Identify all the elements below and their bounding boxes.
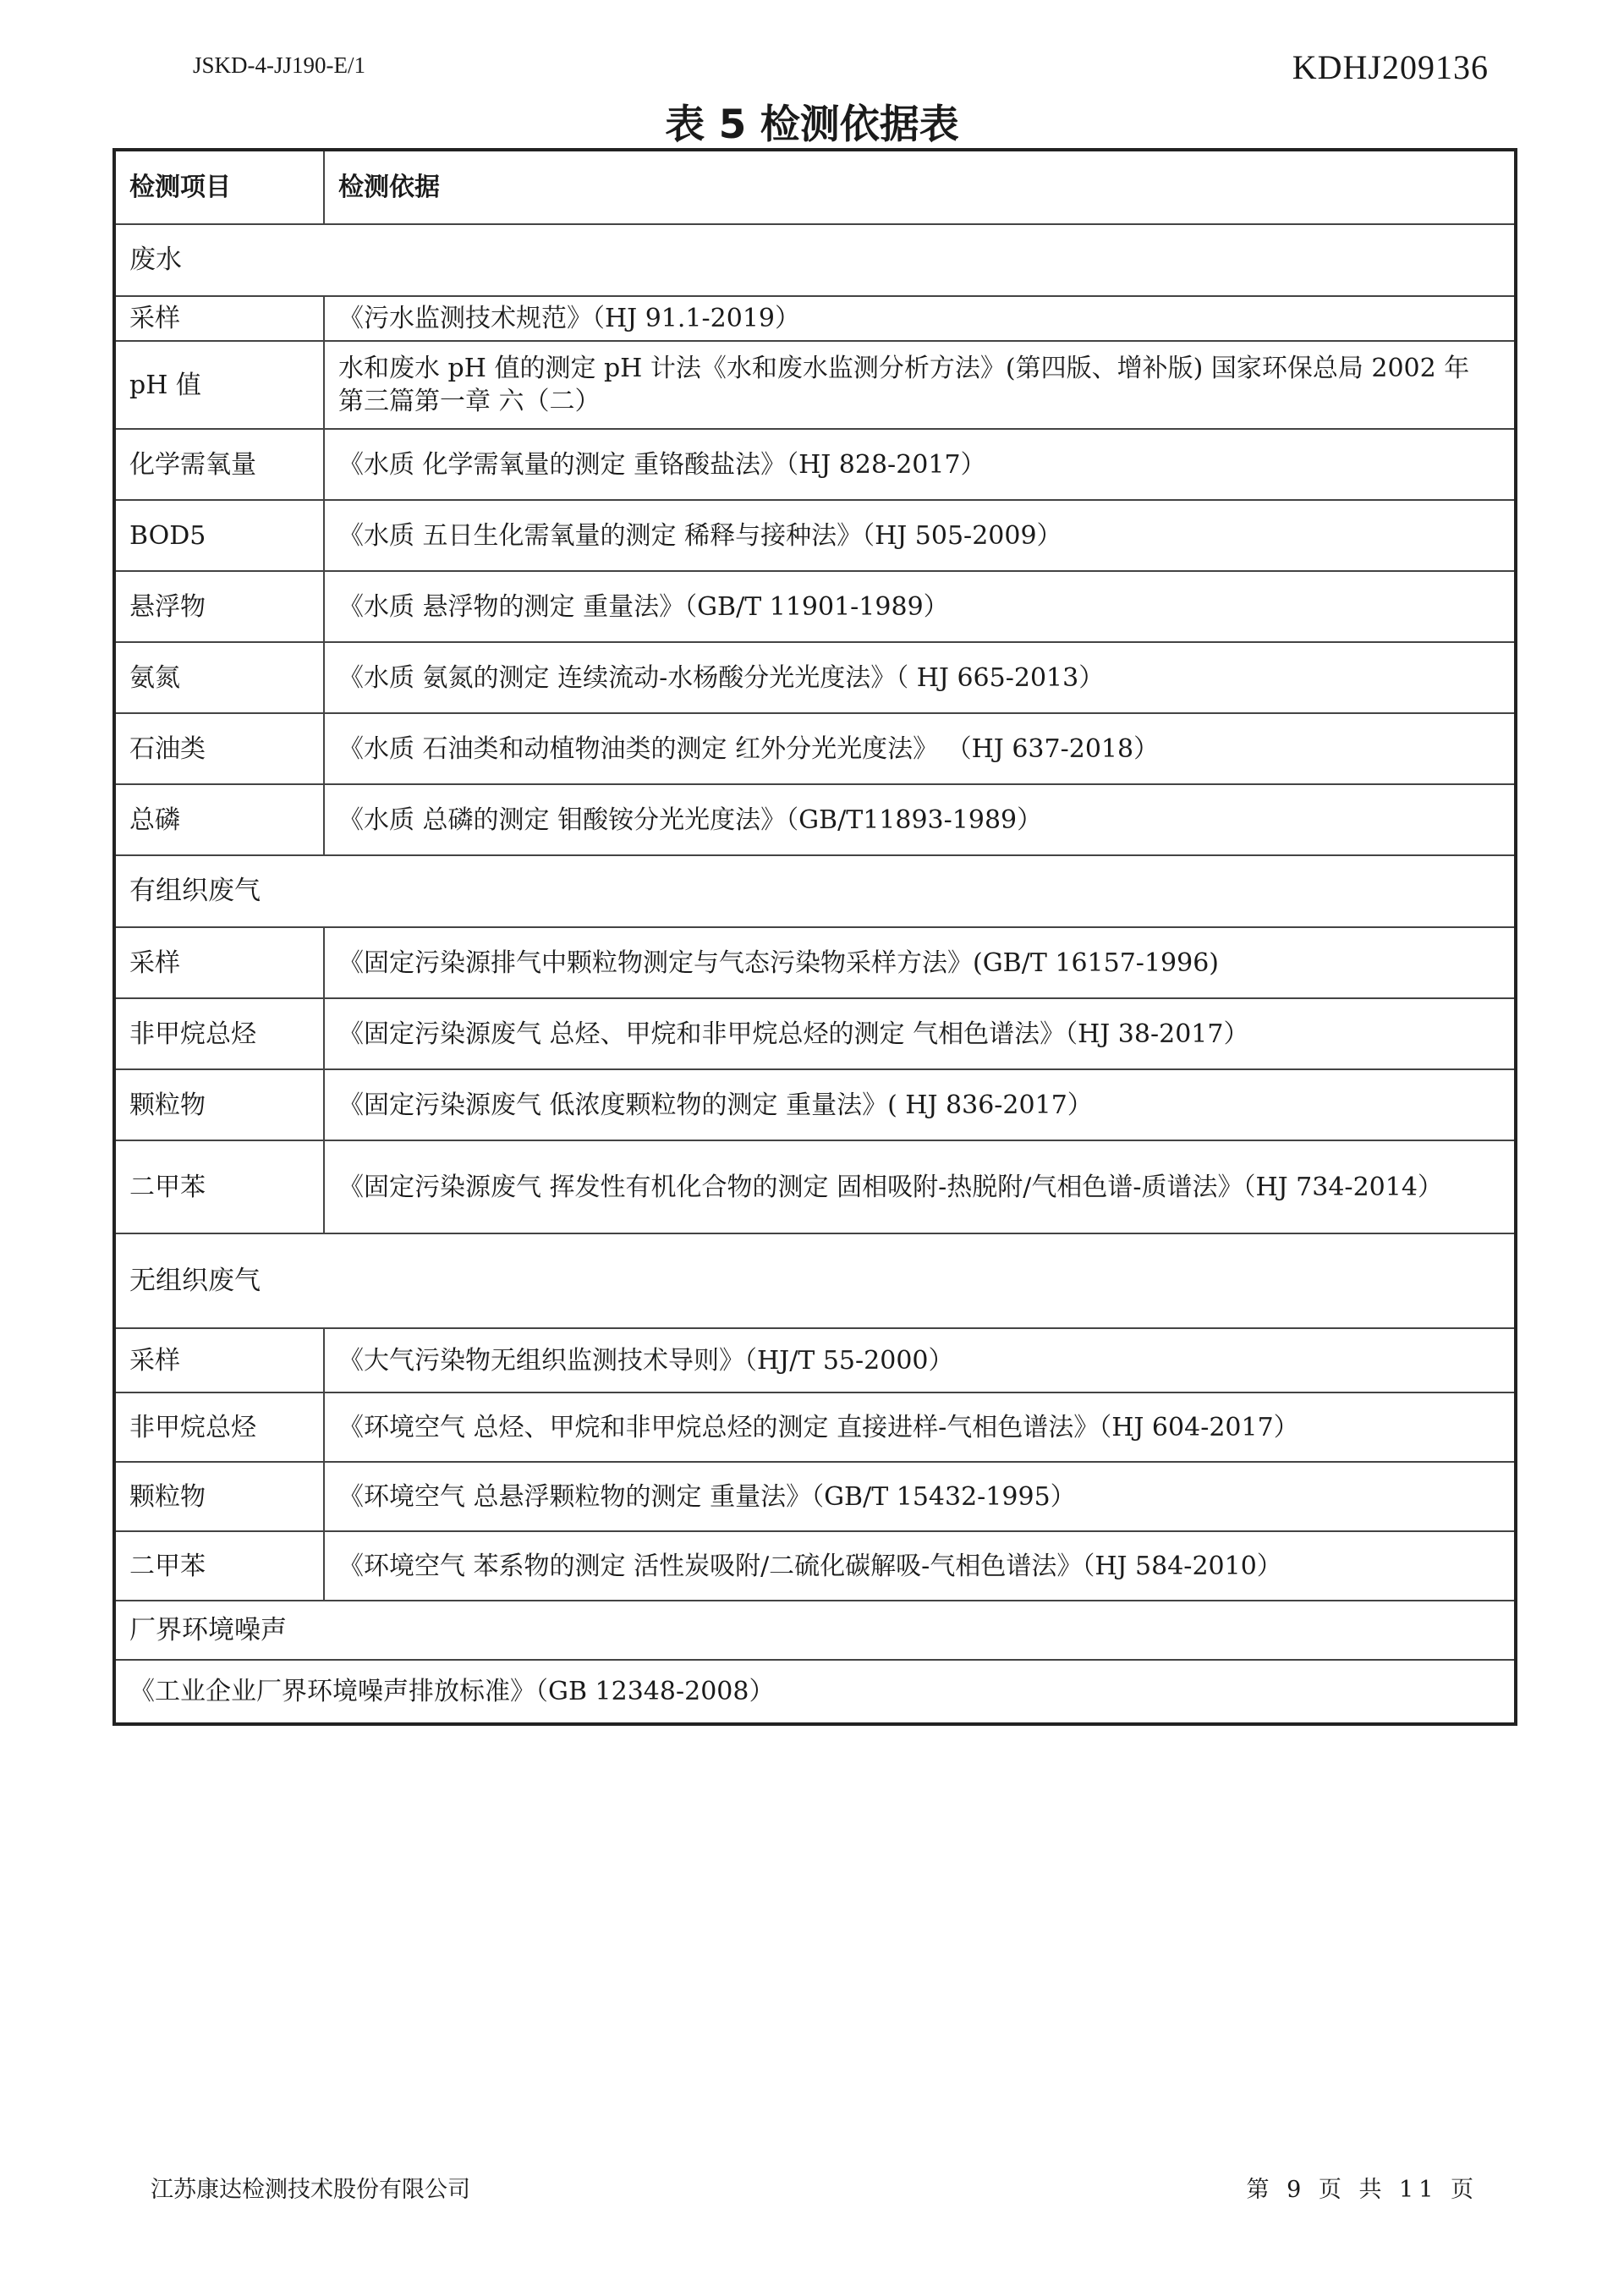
basis-cell: 《固定污染源废气 低浓度颗粒物的测定 重量法》( HJ 836-2017）	[324, 1069, 1516, 1140]
section-row-fugitive-exhaust	[114, 1233, 1516, 1328]
item-cell: 非甲烷总烃	[114, 998, 324, 1069]
section-row-boundary-noise	[114, 1601, 1516, 1660]
item-cell: 采样	[114, 927, 324, 998]
table-row	[114, 1140, 1516, 1233]
basis-cell: 《水质 五日生化需氧量的测定 稀释与接种法》（HJ 505-2009）	[324, 500, 1516, 571]
item-cell: 石油类	[114, 713, 324, 784]
table-row	[114, 296, 1516, 341]
basis-cell: 《大气污染物无组织监测技术导则》（HJ/T 55-2000）	[324, 1328, 1516, 1392]
section-label: 厂界环境噪声	[114, 1601, 1516, 1660]
item-cell: pH 值	[114, 341, 324, 429]
basis-cell: 《环境空气 总悬浮颗粒物的测定 重量法》（GB/T 15432-1995）	[324, 1462, 1516, 1531]
item-cell: 非甲烷总烃	[114, 1392, 324, 1462]
table-row	[114, 1328, 1516, 1392]
table-row	[114, 1660, 1516, 1724]
basis-cell: 《固定污染源排气中颗粒物测定与气态污染物采样方法》(GB/T 16157-1996)	[324, 927, 1516, 998]
table-row	[114, 1392, 1516, 1462]
item-cell: 二甲苯	[114, 1140, 324, 1233]
section-row-wastewater	[114, 224, 1516, 296]
basis-cell: 《固定污染源废气 总烃、甲烷和非甲烷总烃的测定 气相色谱法》（HJ 38-2017）	[324, 998, 1516, 1069]
basis-cell: 《固定污染源废气 挥发性有机化合物的测定 固相吸附-热脱附/气相色谱-质谱法》（HJ 734-2014）	[324, 1140, 1516, 1233]
basis-cell: 《工业企业厂界环境噪声排放标准》（GB 12348-2008）	[114, 1660, 1516, 1724]
item-cell: 采样	[114, 296, 324, 341]
basis-cell: 水和废水 pH 值的测定 pH 计法《水和废水监测分析方法》(第四版、增补版) 国家环保总局 2002 年 第三篇第一章 六（二）	[324, 341, 1516, 429]
section-row-organized-exhaust	[114, 855, 1516, 927]
table-row	[114, 784, 1516, 855]
item-cell: 颗粒物	[114, 1462, 324, 1531]
section-label: 废水	[114, 224, 1516, 296]
basis-cell: 《水质 化学需氧量的测定 重铬酸盐法》（HJ 828-2017）	[324, 429, 1516, 500]
item-cell: 颗粒物	[114, 1069, 324, 1140]
basis-cell: 《环境空气 总烃、甲烷和非甲烷总烃的测定 直接进样-气相色谱法》（HJ 604-2017）	[324, 1392, 1516, 1462]
basis-cell: 《环境空气 苯系物的测定 活性炭吸附/二硫化碳解吸-气相色谱法》（HJ 584-2010）	[324, 1531, 1516, 1601]
table-row	[114, 998, 1516, 1069]
item-cell: 采样	[114, 1328, 324, 1392]
item-cell: 化学需氧量	[114, 429, 324, 500]
item-cell: 氨氮	[114, 642, 324, 713]
item-cell: BOD5	[114, 500, 324, 571]
table-row	[114, 1531, 1516, 1601]
table-row	[114, 500, 1516, 571]
section-label: 无组织废气	[114, 1233, 1516, 1328]
report-number: KDHJ209136	[1292, 48, 1489, 86]
table-row	[114, 571, 1516, 642]
basis-cell: 《水质 石油类和动植物油类的测定 红外分光光度法》 （HJ 637-2018）	[324, 713, 1516, 784]
basis-cell: 《水质 总磷的测定 钼酸铵分光光度法》（GB/T11893-1989）	[324, 784, 1516, 855]
item-cell: 二甲苯	[114, 1531, 324, 1601]
header-cell-item: 检测项目	[114, 150, 324, 224]
company-name: 江苏康达检测技术股份有限公司	[151, 2177, 470, 2203]
section-label: 有组织废气	[114, 855, 1516, 927]
table-title: 表 5 检测依据表	[665, 102, 959, 148]
page-number: 第 9 页 共 11 页	[1246, 2177, 1479, 2203]
table-row	[114, 1069, 1516, 1140]
table-row	[114, 341, 1516, 429]
basis-cell: 《水质 悬浮物的测定 重量法》（GB/T 11901-1989）	[324, 571, 1516, 642]
testing-basis-table	[112, 148, 1517, 1726]
table-row	[114, 642, 1516, 713]
item-cell: 总磷	[114, 784, 324, 855]
table-header-row	[114, 150, 1516, 224]
table-row	[114, 1462, 1516, 1531]
table-row	[114, 713, 1516, 784]
table-row	[114, 429, 1516, 500]
document-code: JSKD-4-JJ190-E/1	[193, 52, 366, 78]
basis-cell: 《污水监测技术规范》（HJ 91.1-2019）	[324, 296, 1516, 341]
basis-cell: 《水质 氨氮的测定 连续流动-水杨酸分光光度法》（ HJ 665-2013）	[324, 642, 1516, 713]
table-row	[114, 927, 1516, 998]
item-cell: 悬浮物	[114, 571, 324, 642]
header-cell-basis: 检测依据	[324, 150, 1516, 224]
